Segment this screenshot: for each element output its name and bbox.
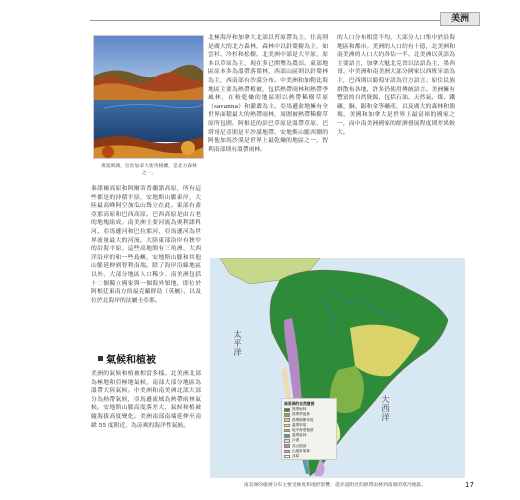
photo-caption: 奧迪吸湖，位於加拿大新英格蘭，是北方森林之一。	[101, 164, 197, 176]
legend-label: 熱帶稀樹草原	[292, 417, 314, 422]
body-text-left-top: 秦諾爾高原和阿爾蒂普蘭諾高原，所有這些都是的沖積平原，安地斯山脈東岸，大陸最高峰阿空加瓜山聳立在此。東部有蓋亞那高原和巴西高原。巴西高原是由古老的地塊組成。南美洲主要河流為奧利諾科河、亞馬遜河和巴拉那河，亞馬遜河為世界流量最大的河流。大陸東部沿岸有狹窄的沿海平原。這些高地間有三角洲、大西洋沿岸的和一些島嶼，安地斯山脈和其他山脈延伸到智利南端。除了海岸沿線地區以外，大部分地區人口稀少。南美洲包括十二個獨立國家與一個海外領地，即位於阿根廷東南方的福克蘭群島（英屬），以及位於北海岸的法屬圭亞那。	[91, 186, 201, 304]
map-legend	[281, 398, 337, 460]
vegetation-map	[210, 258, 465, 478]
legend-row	[284, 454, 334, 459]
legend-label: 熱帶雨林	[292, 407, 307, 412]
legend-label: 山地針葉林	[292, 448, 310, 453]
lake-landscape-image	[94, 36, 204, 159]
legend-label: 溫帶草原	[292, 422, 307, 427]
subheading-label: 氣候和植被	[106, 355, 156, 366]
header-rule	[90, 20, 474, 21]
map-caption: 南美洲的植被分布主要受緯度和地形影響，從赤道附近的熱帶雨林到南端的寒冷地區。	[243, 483, 427, 488]
legend-swatch	[284, 424, 290, 428]
legend-swatch	[284, 434, 290, 438]
legend-label: 熱帶季風林	[292, 412, 310, 417]
subheading-marker	[98, 356, 103, 361]
legend-label: 溫帶森林	[292, 433, 307, 438]
legend-swatch	[284, 418, 290, 422]
section-tab: 美洲	[440, 12, 480, 26]
legend-swatch	[284, 413, 290, 417]
legend-swatch	[284, 450, 290, 454]
legend-label: 地中海型植被	[292, 428, 314, 432]
legend-swatch	[284, 429, 290, 433]
body-text-middle: 北極海岸和加拿大北部以苔原帶為主，往南則是廣大的北方森林，森林中以針葉樹為主，如雲杉、冷杉和松樹。北美洲中部是大平原，原本以草原為主，現在多已開墾為農田。東部地區原本多為溫帶落葉林，西部山區則以針葉林為主，西南部有沙漠分布。中美洲和加勒比海地區主要為熱帶植被，包括熱帶雨林和熱帶季風林，在較乾燥的地區則以熱帶稀樹草原（savanna）和灌叢為主。亞馬遜盆地擁有全世界面積最大的熱帶雨林，周圍被熱帶稀樹草原所包圍。阿根廷的彭巴草原是溫帶草原，巴塔哥尼亞則是半沙漠地帶。安地斯山脈西側的阿他加馬沙漠是世界上最乾燥的地區之一，智利南部則有溫帶雨林。	[208, 35, 328, 153]
legend-swatch	[284, 408, 290, 412]
legend-swatch	[284, 444, 290, 448]
legend-label: 沙漠	[292, 438, 300, 443]
pacific-ocean-label: 太平洋	[233, 330, 242, 357]
legend-label: 高山植被	[292, 443, 307, 448]
legend-title: 南美洲的自然植被	[284, 401, 315, 406]
legend-swatch	[284, 439, 290, 443]
page-number: 17	[465, 481, 474, 489]
body-text-left-bottom: 美洲的氣候和植被相當多樣。北美洲北部為極地和亞極地氣候，南部大部分地區為溫帶大陸氣候。中美洲和南美洲北部大部分為熱帶氣候，亞馬遜流域為熱帶雨林氣候。安地斯山脈高度落差大，氣候和植被隨海拔高度變化。美洲南部南端延伸至南緯 55 度附近，為涼爽的海洋性氣候。	[91, 371, 201, 429]
legend-swatch	[284, 455, 290, 459]
atlantic-ocean-label: 大西洋	[381, 395, 390, 422]
section-subheading	[98, 351, 156, 366]
body-text-right: 的人口分布相當不均，大部分人口集中於沿海地區和都市。美洲的人口約有十億，北美洲和南美洲的人口大約各佔一半。北美洲以英語為主要語言，加拿大魁北克省以法語為主，墨西哥、中美洲和南美洲大部分國家以西班牙語為主，巴西則以葡萄牙語為官方語言。原住民族群散布各地，許多仍使用傳統語言。美洲擁有豐富的自然資源，包括石油、天然氣、煤、鐵礦、銅、銀和金等礦產，以及廣大的森林和漁場。美國和加拿大是世界上最富裕的國家之一，而中南美洲國家的經濟發展程度則差異較大。	[337, 35, 455, 136]
south-america-map	[210, 258, 465, 478]
legend-label: 冰原	[292, 453, 300, 458]
lake-photo	[93, 35, 204, 159]
